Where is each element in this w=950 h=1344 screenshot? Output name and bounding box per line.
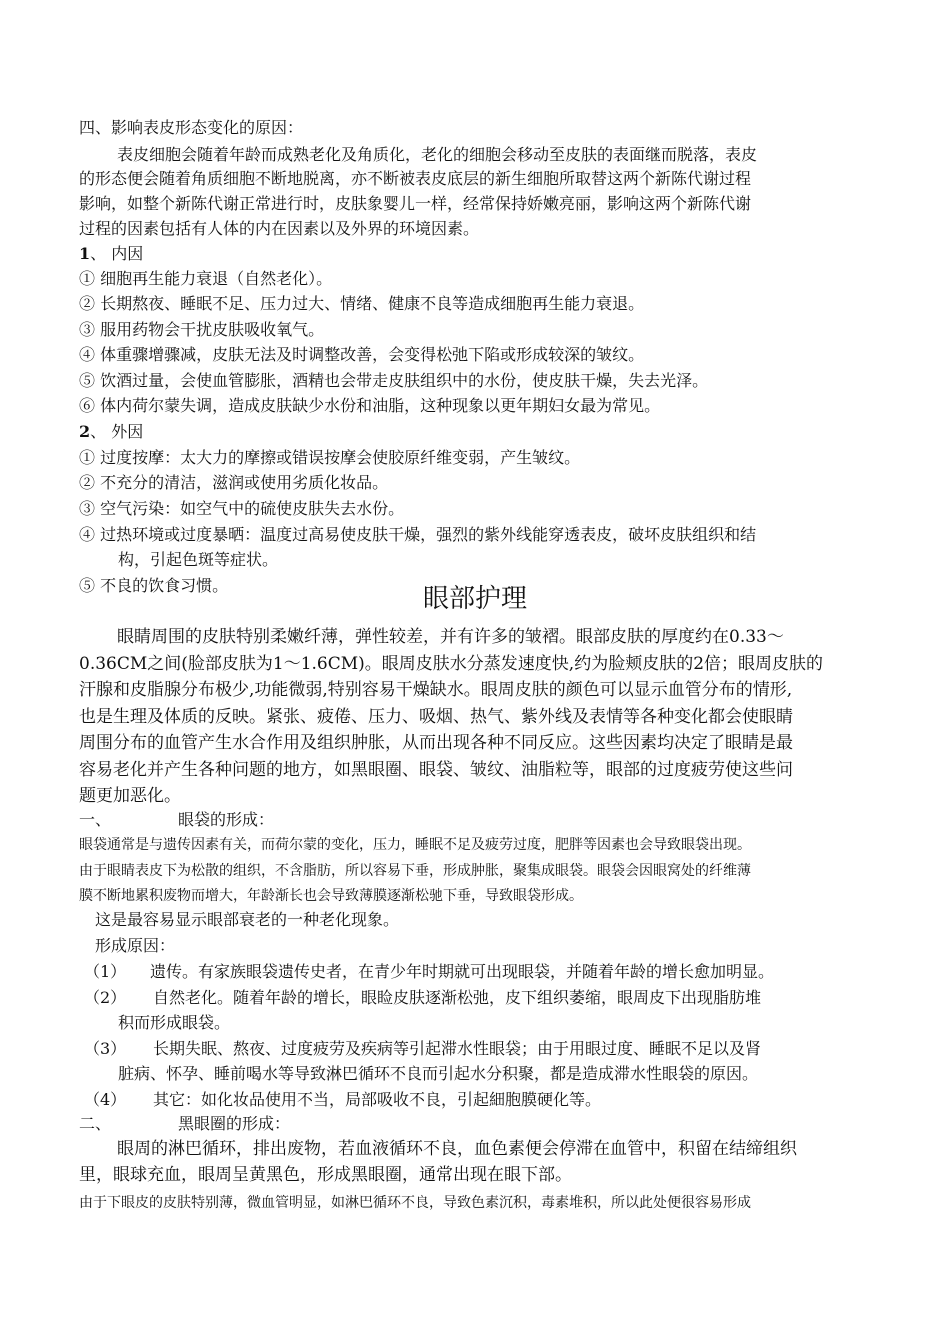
list-item: ② 不充分的清洁，滋润或使用劣质化妆品。 xyxy=(79,473,389,492)
cause-number: （1） xyxy=(84,962,127,981)
paragraph-line: 里，眼球充血，眼周呈黄黑色，形成黑眼圈，通常出现在眼下部。 xyxy=(79,1165,572,1185)
paragraph-line: 眼睛周围的皮肤特别柔嫩纤薄，弹性较差，并有许多的皱褶。眼部皮肤的厚度约在0.33～ xyxy=(117,627,784,647)
subheading-internal xyxy=(79,242,143,266)
paragraph-line: 的形态便会随着角质细胞不断地脱离，亦不断被表皮底层的新生细胞所取替这两个新陈代谢过程 xyxy=(79,169,752,188)
list-item: ③ 服用药物会干扰皮肤吸收氧气。 xyxy=(79,320,325,339)
small-paragraph-line: 由于下眼皮的皮肤特别薄，微血管明显，如淋巴循环不良，导致色素沉积，毒素堆积，所以此处便很容易形成 xyxy=(79,1195,751,1211)
cause-number: （2） xyxy=(84,988,127,1007)
cause-text: 其它：如化妆品使用不当，局部吸收不良，引起細胞膜硬化等。 xyxy=(153,1090,602,1109)
paragraph-line: 容易老化并产生各种问题的地方，如黑眼圈、眼袋、皱纹、油脂粒等，眼部的过度疲劳使这些问 xyxy=(79,760,793,780)
list-item: ⑤ 饮酒过量，会使血管膨胀，酒精也会带走皮肤组织中的水份，使皮肤干燥，失去光泽。 xyxy=(79,371,709,390)
paragraph-line: 周围分布的血管产生水合作用及组织肿胀，从而出现各种不同反应。这些因素均决定了眼睛是最 xyxy=(79,733,793,753)
paragraph-line: 题更加恶化。 xyxy=(79,786,181,806)
list-item: ⑤ 不良的饮食习惯。 xyxy=(79,576,229,595)
small-paragraph-line: 膜不断地累积废物而增大，年龄渐长也会导致薄膜逐渐松驰下垂，导致眼袋形成。 xyxy=(79,888,583,904)
list-item: ④ 过热环境或过度暴晒：温度过高易使皮肤干燥，强烈的紫外线能穿透表皮，破坏皮肤组织和结 xyxy=(79,525,757,544)
paragraph-line: 过程的因素包括有人体的内在因素以及外界的环境因素。 xyxy=(79,219,480,238)
paragraph-line: 表皮细胞会随着年龄而成熟老化及角质化，老化的细胞会移动至皮肤的表面继而脱落，表皮 xyxy=(117,145,758,164)
list-item: ② 长期熬夜、睡眠不足、压力过大、情绪、健康不良等造成细胞再生能力衰退。 xyxy=(79,294,645,313)
note-line: 这是最容易显示眼部衰老的一种老化现象。 xyxy=(95,910,400,929)
list-item: ① 细胞再生能力衰退（自然老化）。 xyxy=(79,269,333,288)
section-heading: 四、影响表皮形态变化的原因： xyxy=(79,118,304,137)
cause-number: （3） xyxy=(84,1039,127,1058)
subheading-number: 1 xyxy=(79,244,91,263)
cause-text: 长期失眠、熬夜、过度疲劳及疾病等引起滞水性眼袋；由于用眼过度、睡眠不足以及肾 xyxy=(153,1039,762,1058)
paragraph-line: 眼周的淋巴循环，排出废物，若血液循环不良，血色素便会停滞在血管中，积留在结缔组织 xyxy=(117,1139,797,1159)
paragraph-line: 0.36CM之间(脸部皮肤为1～1.6CM)。眼周皮肤水分蒸发速度快,约为脸颊皮肤的2倍；眼周皮肤的 xyxy=(79,654,824,674)
note-line: 形成原因： xyxy=(95,936,176,955)
subheading-label: 、 外因 xyxy=(90,422,144,441)
paragraph-line: 也是生理及体质的反映。紧张、疲倦、压力、吸烟、热气、紫外线及表情等各种变化都会使眼睛 xyxy=(79,707,793,727)
subheading-number: 2 xyxy=(79,422,91,441)
small-paragraph-line: 由于眼睛表皮下为松散的组织，不含脂肪，所以容易下垂，形成肿胀，聚集成眼袋。眼袋会因眼窝处的纤维薄 xyxy=(79,863,751,879)
cause-text-continuation: 积而形成眼袋。 xyxy=(118,1013,231,1032)
paragraph-line: 汗腺和皮脂腺分布极少,功能微弱,特别容易干燥缺水。眼周皮肤的颜色可以显示血管分布的情形, xyxy=(79,680,793,700)
subheading-label: 、 内因 xyxy=(90,244,144,263)
small-paragraph-line: 眼袋通常是与遗传因素有关，而荷尔蒙的变化，压力，睡眠不足及疲劳过度，肥胖等因素也会导致眼袋出现。 xyxy=(79,837,751,853)
paragraph-line: 影响，如整个新陈代谢正常进行时，皮肤象婴儿一样，经常保持娇嫩亮丽，影响这两个新陈代谢 xyxy=(79,194,752,213)
dark-circles-heading: 黑眼圈的形成： xyxy=(178,1114,291,1133)
dark-circles-heading-number: 二、 xyxy=(79,1114,112,1133)
list-item: ⑥ 体内荷尔蒙失调，造成皮肤缺少水份和油脂，这种现象以更年期妇女最为常见。 xyxy=(79,396,661,415)
list-item: ④ 体重骤增骤减，皮肤无法及时调整改善，会变得松弛下陷或形成较深的皱纹。 xyxy=(79,345,645,364)
section-title: 眼部护理 xyxy=(422,584,527,614)
cause-text-continuation: 脏病、怀孕、睡前喝水等导致淋巴循环不良而引起水分积聚，都是造成滞水性眼袋的原因。 xyxy=(118,1064,759,1083)
cause-text: 遗传。有家族眼袋遗传史者，在青少年时期就可出现眼袋，并随着年龄的增长愈加明显。 xyxy=(150,962,775,981)
bags-heading: 眼袋的形成： xyxy=(178,810,275,829)
bags-heading-number: 一、 xyxy=(79,810,112,829)
cause-text: 自然老化。随着年龄的增长，眼睑皮肤逐渐松弛，皮下组织萎缩，眼周皮下出现脂肪堆 xyxy=(153,988,762,1007)
list-item: ① 过度按摩：太大力的摩擦或错误按摩会使胶原纤维变弱，产生皱纹。 xyxy=(79,448,581,467)
list-item: ③ 空气污染：如空气中的硫使皮肤失去水份。 xyxy=(79,499,405,518)
cause-number: （4） xyxy=(84,1090,127,1109)
subheading-external xyxy=(79,420,143,444)
list-item-continuation: 构，引起色斑等症状。 xyxy=(118,550,279,569)
